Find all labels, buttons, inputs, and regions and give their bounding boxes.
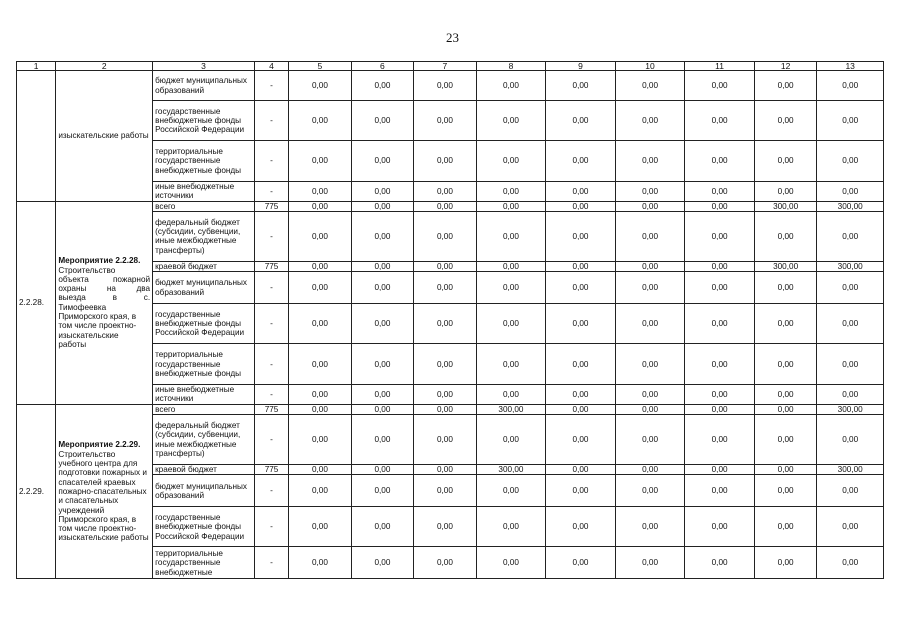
measure-name bbox=[56, 71, 153, 202]
amount-cell: 0,00 bbox=[685, 475, 755, 507]
funding-source: бюджет муниципальных образований bbox=[153, 272, 255, 304]
amount-cell: 0,00 bbox=[817, 344, 884, 385]
header-cell: 1 bbox=[17, 62, 56, 71]
measure-code: 2.2.28. bbox=[17, 201, 56, 404]
amount-cell: 0,00 bbox=[289, 415, 352, 465]
amount-cell: 0,00 bbox=[685, 507, 755, 547]
amount-cell: 0,00 bbox=[817, 385, 884, 405]
amount-cell: 0,00 bbox=[289, 404, 352, 414]
amount-cell: 0,00 bbox=[817, 272, 884, 304]
funding-source: федеральный бюджет (субсидии, субвенции, иные межбюджетные трансферты) bbox=[153, 415, 255, 465]
amount-cell: 0,00 bbox=[476, 475, 546, 507]
amount-cell: 0,00 bbox=[289, 71, 352, 101]
amount-cell: 0,00 bbox=[685, 101, 755, 141]
grbs-code: - bbox=[254, 547, 288, 579]
amount-cell: 0,00 bbox=[615, 182, 685, 202]
amount-cell: 0,00 bbox=[546, 182, 616, 202]
amount-cell: 0,00 bbox=[615, 201, 685, 211]
amount-cell: 0,00 bbox=[289, 211, 352, 261]
amount-cell: 0,00 bbox=[754, 465, 817, 475]
grbs-code: - bbox=[254, 101, 288, 141]
grbs-code: - bbox=[254, 182, 288, 202]
header-cell: 4 bbox=[254, 62, 288, 71]
amount-cell: 0,00 bbox=[289, 272, 352, 304]
funding-source: краевой бюджет bbox=[153, 261, 255, 271]
funding-source: федеральный бюджет (субсидии, субвенции, иные межбюджетные трансферты) bbox=[153, 211, 255, 261]
amount-cell: 0,00 bbox=[615, 141, 685, 182]
amount-cell: 0,00 bbox=[754, 211, 817, 261]
header-cell: 9 bbox=[546, 62, 616, 71]
amount-cell: 0,00 bbox=[615, 71, 685, 101]
amount-cell: 0,00 bbox=[615, 261, 685, 271]
amount-cell: 0,00 bbox=[351, 211, 414, 261]
amount-cell: 0,00 bbox=[351, 547, 414, 579]
amount-cell: 0,00 bbox=[476, 71, 546, 101]
amount-cell: 300,00 bbox=[817, 465, 884, 475]
amount-cell: 0,00 bbox=[546, 201, 616, 211]
amount-cell: 0,00 bbox=[754, 344, 817, 385]
table-row bbox=[17, 201, 884, 211]
header-cell: 6 bbox=[351, 62, 414, 71]
amount-cell: 0,00 bbox=[546, 101, 616, 141]
amount-cell: 0,00 bbox=[754, 141, 817, 182]
amount-cell: 0,00 bbox=[754, 272, 817, 304]
amount-cell: 0,00 bbox=[817, 101, 884, 141]
amount-cell: 0,00 bbox=[685, 261, 755, 271]
measure-description-line: объекта пожарной bbox=[58, 274, 151, 284]
grbs-code: 775 bbox=[254, 404, 288, 414]
amount-cell: 0,00 bbox=[546, 385, 616, 405]
amount-cell: 0,00 bbox=[351, 141, 414, 182]
measure-description-line: Тимофеевка bbox=[58, 302, 107, 312]
amount-cell: 0,00 bbox=[351, 385, 414, 405]
amount-cell: 300,00 bbox=[476, 465, 546, 475]
grbs-code: - bbox=[254, 344, 288, 385]
grbs-code: - bbox=[254, 385, 288, 405]
amount-cell: 0,00 bbox=[351, 261, 414, 271]
budget-table bbox=[16, 61, 884, 579]
amount-cell: 0,00 bbox=[351, 272, 414, 304]
amount-cell: 0,00 bbox=[351, 475, 414, 507]
amount-cell: 0,00 bbox=[414, 304, 477, 344]
measure-description-line: выезда в с. bbox=[58, 293, 151, 303]
measure-title: Мероприятие 2.2.29. bbox=[58, 440, 141, 450]
amount-cell: 0,00 bbox=[685, 141, 755, 182]
header-row bbox=[17, 62, 884, 71]
grbs-code: - bbox=[254, 141, 288, 182]
amount-cell: 0,00 bbox=[414, 261, 477, 271]
amount-cell: 0,00 bbox=[476, 415, 546, 465]
amount-cell: 0,00 bbox=[351, 344, 414, 385]
amount-cell: 0,00 bbox=[754, 71, 817, 101]
amount-cell: 0,00 bbox=[351, 101, 414, 141]
grbs-code: - bbox=[254, 211, 288, 261]
page-number: 23 bbox=[446, 30, 459, 45]
amount-cell: 0,00 bbox=[351, 465, 414, 475]
amount-cell: 0,00 bbox=[546, 415, 616, 465]
amount-cell: 300,00 bbox=[817, 201, 884, 211]
amount-cell: 0,00 bbox=[685, 272, 755, 304]
amount-cell: 0,00 bbox=[615, 344, 685, 385]
amount-cell: 0,00 bbox=[685, 304, 755, 344]
amount-cell: 0,00 bbox=[546, 547, 616, 579]
header-cell: 7 bbox=[414, 62, 477, 71]
amount-cell: 0,00 bbox=[414, 404, 477, 414]
grbs-code: - bbox=[254, 415, 288, 465]
amount-cell: 0,00 bbox=[476, 101, 546, 141]
amount-cell: 0,00 bbox=[685, 465, 755, 475]
amount-cell: 0,00 bbox=[289, 385, 352, 405]
amount-cell: 0,00 bbox=[615, 404, 685, 414]
amount-cell: 0,00 bbox=[289, 182, 352, 202]
amount-cell: 0,00 bbox=[289, 465, 352, 475]
measure-name bbox=[56, 404, 153, 579]
amount-cell: 0,00 bbox=[414, 141, 477, 182]
amount-cell: 0,00 bbox=[414, 101, 477, 141]
amount-cell: 0,00 bbox=[615, 304, 685, 344]
amount-cell: 0,00 bbox=[817, 71, 884, 101]
amount-cell: 0,00 bbox=[414, 71, 477, 101]
amount-cell: 0,00 bbox=[754, 385, 817, 405]
amount-cell: 0,00 bbox=[289, 507, 352, 547]
amount-cell: 0,00 bbox=[546, 211, 616, 261]
amount-cell: 0,00 bbox=[289, 304, 352, 344]
measure-description-line: охраны на два bbox=[58, 284, 151, 294]
amount-cell: 0,00 bbox=[351, 507, 414, 547]
table-row bbox=[17, 71, 884, 101]
grbs-code: - bbox=[254, 304, 288, 344]
amount-cell: 0,00 bbox=[615, 385, 685, 405]
measure-name bbox=[56, 201, 153, 404]
amount-cell: 0,00 bbox=[685, 344, 755, 385]
measure-code bbox=[17, 71, 56, 202]
funding-source: бюджет муниципальных образований bbox=[153, 71, 255, 101]
measure-description-line: Строительство bbox=[58, 265, 116, 275]
amount-cell: 0,00 bbox=[754, 547, 817, 579]
amount-cell: 0,00 bbox=[615, 101, 685, 141]
measure-title: Мероприятие 2.2.28. bbox=[58, 256, 141, 266]
amount-cell: 0,00 bbox=[754, 182, 817, 202]
amount-cell: 0,00 bbox=[546, 261, 616, 271]
funding-source: всего bbox=[153, 201, 255, 211]
measure-code: 2.2.29. bbox=[17, 404, 56, 579]
amount-cell: 0,00 bbox=[476, 201, 546, 211]
header-cell: 12 bbox=[754, 62, 817, 71]
amount-cell: 0,00 bbox=[351, 201, 414, 211]
amount-cell: 0,00 bbox=[476, 385, 546, 405]
amount-cell: 0,00 bbox=[615, 547, 685, 579]
amount-cell: 0,00 bbox=[414, 182, 477, 202]
measure-description: Строительство учебного центра для подготовки пожарных и спасателей краевых пожарно-спасательных и спасательных учреждений Приморского края, в том числе проектно-изыскательские работы bbox=[58, 449, 149, 543]
amount-cell: 0,00 bbox=[817, 211, 884, 261]
funding-source: государственные внебюджетные фонды Российской Федерации bbox=[153, 304, 255, 344]
amount-cell: 0,00 bbox=[546, 344, 616, 385]
amount-cell: 0,00 bbox=[351, 415, 414, 465]
header-cell: 5 bbox=[289, 62, 352, 71]
amount-cell: 300,00 bbox=[817, 261, 884, 271]
amount-cell: 0,00 bbox=[817, 182, 884, 202]
amount-cell: 0,00 bbox=[289, 261, 352, 271]
amount-cell: 0,00 bbox=[414, 385, 477, 405]
measure-description: изыскательские работы bbox=[58, 131, 149, 141]
amount-cell: 0,00 bbox=[546, 507, 616, 547]
amount-cell: 0,00 bbox=[685, 182, 755, 202]
amount-cell: 0,00 bbox=[546, 304, 616, 344]
funding-source: иные внебюджетные источники bbox=[153, 182, 255, 202]
amount-cell: 0,00 bbox=[615, 211, 685, 261]
amount-cell: 0,00 bbox=[414, 201, 477, 211]
amount-cell: 300,00 bbox=[754, 201, 817, 211]
amount-cell: 0,00 bbox=[615, 507, 685, 547]
amount-cell: 0,00 bbox=[476, 272, 546, 304]
funding-source: иные внебюджетные источники bbox=[153, 385, 255, 405]
measure-description-line: Приморского края, в bbox=[58, 311, 137, 321]
grbs-code: - bbox=[254, 71, 288, 101]
amount-cell: 0,00 bbox=[476, 547, 546, 579]
amount-cell: 0,00 bbox=[476, 141, 546, 182]
amount-cell: 0,00 bbox=[615, 415, 685, 465]
measure-description-line: работы bbox=[58, 339, 87, 349]
amount-cell: 0,00 bbox=[817, 475, 884, 507]
amount-cell: 0,00 bbox=[754, 507, 817, 547]
amount-cell: 0,00 bbox=[414, 547, 477, 579]
funding-source: краевой бюджет bbox=[153, 465, 255, 475]
amount-cell: 0,00 bbox=[414, 507, 477, 547]
amount-cell: 0,00 bbox=[817, 141, 884, 182]
amount-cell: 0,00 bbox=[414, 465, 477, 475]
amount-cell: 0,00 bbox=[546, 71, 616, 101]
header-cell: 10 bbox=[615, 62, 685, 71]
funding-source: государственные внебюджетные фонды Российской Федерации bbox=[153, 101, 255, 141]
measure-description-line: том числе проектно- bbox=[58, 321, 137, 331]
amount-cell: 0,00 bbox=[685, 211, 755, 261]
amount-cell: 0,00 bbox=[817, 304, 884, 344]
amount-cell: 0,00 bbox=[414, 211, 477, 261]
amount-cell: 0,00 bbox=[754, 304, 817, 344]
amount-cell: 0,00 bbox=[289, 101, 352, 141]
amount-cell: 0,00 bbox=[546, 475, 616, 507]
funding-source: территориальные государственные внебюджетные фонды bbox=[153, 344, 255, 385]
amount-cell: 0,00 bbox=[685, 547, 755, 579]
grbs-code: - bbox=[254, 272, 288, 304]
amount-cell: 0,00 bbox=[754, 415, 817, 465]
amount-cell: 0,00 bbox=[546, 404, 616, 414]
amount-cell: 0,00 bbox=[685, 415, 755, 465]
grbs-code: 775 bbox=[254, 465, 288, 475]
header-cell: 13 bbox=[817, 62, 884, 71]
amount-cell: 0,00 bbox=[685, 385, 755, 405]
header-cell: 8 bbox=[476, 62, 546, 71]
amount-cell: 0,00 bbox=[685, 201, 755, 211]
header-cell: 11 bbox=[685, 62, 755, 71]
amount-cell: 0,00 bbox=[476, 507, 546, 547]
amount-cell: 0,00 bbox=[546, 465, 616, 475]
funding-source: бюджет муниципальных образований bbox=[153, 475, 255, 507]
amount-cell: 0,00 bbox=[351, 182, 414, 202]
amount-cell: 0,00 bbox=[289, 141, 352, 182]
amount-cell: 0,00 bbox=[476, 261, 546, 271]
amount-cell: 0,00 bbox=[476, 344, 546, 385]
grbs-code: 775 bbox=[254, 201, 288, 211]
amount-cell: 0,00 bbox=[817, 547, 884, 579]
amount-cell: 0,00 bbox=[351, 71, 414, 101]
table-row bbox=[17, 404, 884, 414]
amount-cell: 0,00 bbox=[351, 304, 414, 344]
amount-cell: 0,00 bbox=[414, 415, 477, 465]
amount-cell: 0,00 bbox=[289, 547, 352, 579]
amount-cell: 0,00 bbox=[546, 272, 616, 304]
header-cell: 2 bbox=[56, 62, 153, 71]
grbs-code: - bbox=[254, 507, 288, 547]
funding-source: государственные внебюджетные фонды Российской Федерации bbox=[153, 507, 255, 547]
amount-cell: 0,00 bbox=[754, 101, 817, 141]
amount-cell: 300,00 bbox=[817, 404, 884, 414]
amount-cell: 0,00 bbox=[615, 465, 685, 475]
funding-source: территориальные государственные внебюджетные bbox=[153, 547, 255, 579]
amount-cell: 0,00 bbox=[414, 272, 477, 304]
amount-cell: 0,00 bbox=[817, 507, 884, 547]
amount-cell: 0,00 bbox=[414, 344, 477, 385]
amount-cell: 0,00 bbox=[289, 475, 352, 507]
amount-cell: 0,00 bbox=[351, 404, 414, 414]
amount-cell: 300,00 bbox=[476, 404, 546, 414]
amount-cell: 0,00 bbox=[615, 272, 685, 304]
header-cell: 3 bbox=[153, 62, 255, 71]
amount-cell: 0,00 bbox=[289, 201, 352, 211]
amount-cell: 0,00 bbox=[685, 71, 755, 101]
amount-cell: 0,00 bbox=[754, 475, 817, 507]
amount-cell: 0,00 bbox=[754, 404, 817, 414]
grbs-code: - bbox=[254, 475, 288, 507]
amount-cell: 0,00 bbox=[414, 475, 477, 507]
amount-cell: 0,00 bbox=[546, 141, 616, 182]
amount-cell: 0,00 bbox=[289, 344, 352, 385]
funding-source: территориальные государственные внебюджетные фонды bbox=[153, 141, 255, 182]
measure-description-line: изыскательские bbox=[58, 330, 119, 340]
amount-cell: 0,00 bbox=[685, 404, 755, 414]
amount-cell: 300,00 bbox=[754, 261, 817, 271]
amount-cell: 0,00 bbox=[817, 415, 884, 465]
amount-cell: 0,00 bbox=[615, 475, 685, 507]
amount-cell: 0,00 bbox=[476, 304, 546, 344]
amount-cell: 0,00 bbox=[476, 182, 546, 202]
grbs-code: 775 bbox=[254, 261, 288, 271]
amount-cell: 0,00 bbox=[476, 211, 546, 261]
funding-source: всего bbox=[153, 404, 255, 414]
